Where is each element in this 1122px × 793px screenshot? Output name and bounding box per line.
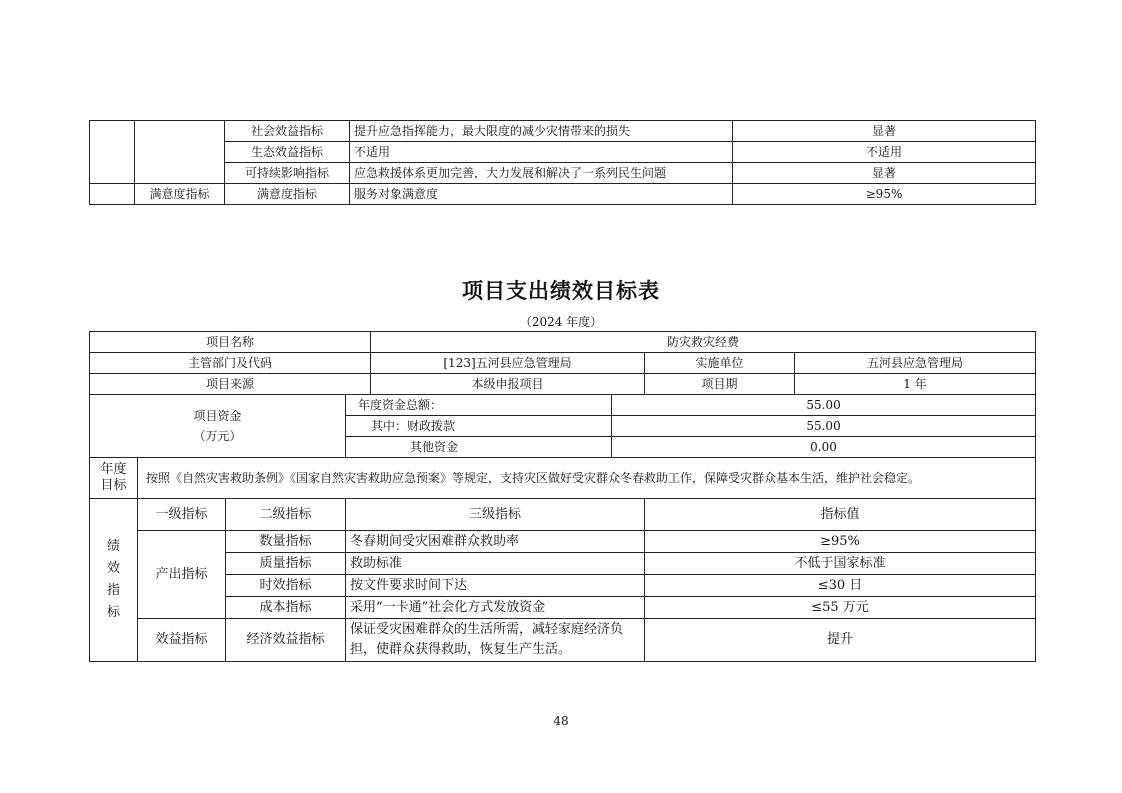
performance-target-table (89, 331, 1036, 662)
header-level1: 一级指标 (138, 499, 226, 531)
annual-goal-label-line1: 年度 (100, 462, 127, 477)
header-value: 指标值 (645, 499, 1036, 531)
level2-cell: 成本指标 (226, 597, 346, 619)
other-funds-label (346, 437, 612, 458)
header-level3: 三级指标 (346, 499, 645, 531)
level3-cell: 应急救援体系更加完善，大力发展和解决了一系列民生问题 (350, 163, 733, 184)
value-cell: ≤30 日 (645, 575, 1036, 597)
level2-cell: 生态效益指标 (225, 142, 350, 163)
value-cell: 提升 (645, 619, 1036, 662)
year-subtitle: （2024 年度） (519, 315, 603, 329)
level3-cell: 保证受灾困难群众的生活所需，减轻家庭经济负担，使群众获得救助，恢复生产生活。 (346, 619, 645, 662)
period-value: 1 年 (795, 374, 1036, 395)
impl-label: 实施单位 (645, 353, 795, 374)
table-row (90, 553, 1036, 575)
table-cell (90, 184, 135, 205)
level2-cell: 数量指标 (226, 531, 346, 553)
table-row (90, 619, 1036, 662)
table-cell (90, 121, 135, 184)
annual-goal-label (90, 458, 138, 499)
side-char: 绩 (106, 539, 120, 554)
table-row (90, 458, 1036, 499)
level3-cell: 不适用 (350, 142, 733, 163)
table-row (90, 142, 1036, 163)
total-funds-label (346, 395, 612, 416)
output-indicator-label: 产出指标 (138, 531, 226, 619)
dept-value: [123]五河县应急管理局 (371, 353, 645, 374)
funds-label-line1: 项目资金 (193, 409, 242, 423)
header-level2: 二级指标 (226, 499, 346, 531)
project-name-value: 防灾救灾经费 (371, 332, 1036, 353)
annual-goal-text: 按照《自然灾害救助条例》《国家自然灾害救助应急预案》等规定，支持灾区做好受灾群众冬春救助工作，保障受灾群众基本生活，维护社会稳定。 (138, 458, 1036, 499)
level2-cell: 可持续影响指标 (225, 163, 350, 184)
level2-cell: 满意度指标 (225, 184, 350, 205)
impl-value: 五河县应急管理局 (795, 353, 1036, 374)
funds-label-line2: （万元） (193, 429, 242, 443)
value-cell: ≤55 万元 (645, 597, 1036, 619)
benefit-indicator-label: 效益指标 (138, 619, 226, 662)
other-funds-label-text: 其他资金 (410, 440, 459, 454)
performance-indicator-label (90, 499, 138, 662)
level3-cell: 救助标准 (346, 553, 645, 575)
level3-cell: 服务对象满意度 (350, 184, 733, 205)
level2-cell: 经济效益指标 (226, 619, 346, 662)
side-char: 效 (106, 561, 120, 576)
side-char: 标 (106, 605, 120, 620)
table-row (90, 353, 1036, 374)
side-char: 指 (106, 583, 120, 598)
table-row (90, 531, 1036, 553)
fiscal-funds-value: 55.00 (612, 416, 1036, 437)
total-funds-label-text: 年度资金总额： (358, 398, 443, 412)
total-funds-value: 55.00 (612, 395, 1036, 416)
table-row (90, 163, 1036, 184)
value-cell: 显著 (733, 163, 1036, 184)
other-funds-value: 0.00 (612, 437, 1036, 458)
level1-cell: 满意度指标 (135, 184, 225, 205)
source-label: 项目来源 (90, 374, 371, 395)
level2-cell: 时效指标 (226, 575, 346, 597)
value-cell: 不低于国家标准 (645, 553, 1036, 575)
table-cell (135, 121, 225, 184)
period-label: 项目期 (645, 374, 795, 395)
annual-goal-label-line2: 目标 (100, 478, 127, 493)
value-cell: ≥95% (645, 531, 1036, 553)
table-row (90, 121, 1036, 142)
funds-label (90, 395, 346, 458)
level3-cell: 提升应急指挥能力，最大限度的减少灾情带来的损失 (350, 121, 733, 142)
page-title: 项目支出绩效目标表 (462, 279, 660, 303)
project-name-label: 项目名称 (90, 332, 371, 353)
table-row (90, 332, 1036, 353)
level2-cell: 质量指标 (226, 553, 346, 575)
level2-cell: 社会效益指标 (225, 121, 350, 142)
fiscal-funds-label (346, 416, 612, 437)
source-value: 本级申报项目 (371, 374, 645, 395)
value-cell: ≥95% (733, 184, 1036, 205)
value-cell: 显著 (733, 121, 1036, 142)
dept-label: 主管部门及代码 (90, 353, 371, 374)
table-row (90, 575, 1036, 597)
page-number: 48 (553, 714, 569, 728)
value-cell: 不适用 (733, 142, 1036, 163)
level3-cell: 冬春期间受灾困难群众救助率 (346, 531, 645, 553)
table-row (90, 184, 1036, 205)
table-row (90, 597, 1036, 619)
level3-cell: 按文件要求时间下达 (346, 575, 645, 597)
level3-cell: 采用“一卡通”社会化方式发放资金 (346, 597, 645, 619)
table-row (90, 374, 1036, 395)
table-row (90, 499, 1036, 531)
table-row (90, 395, 1036, 416)
continued-indicator-table (89, 120, 1036, 205)
fiscal-funds-label-text: 其中：财政拨款 (371, 419, 456, 433)
